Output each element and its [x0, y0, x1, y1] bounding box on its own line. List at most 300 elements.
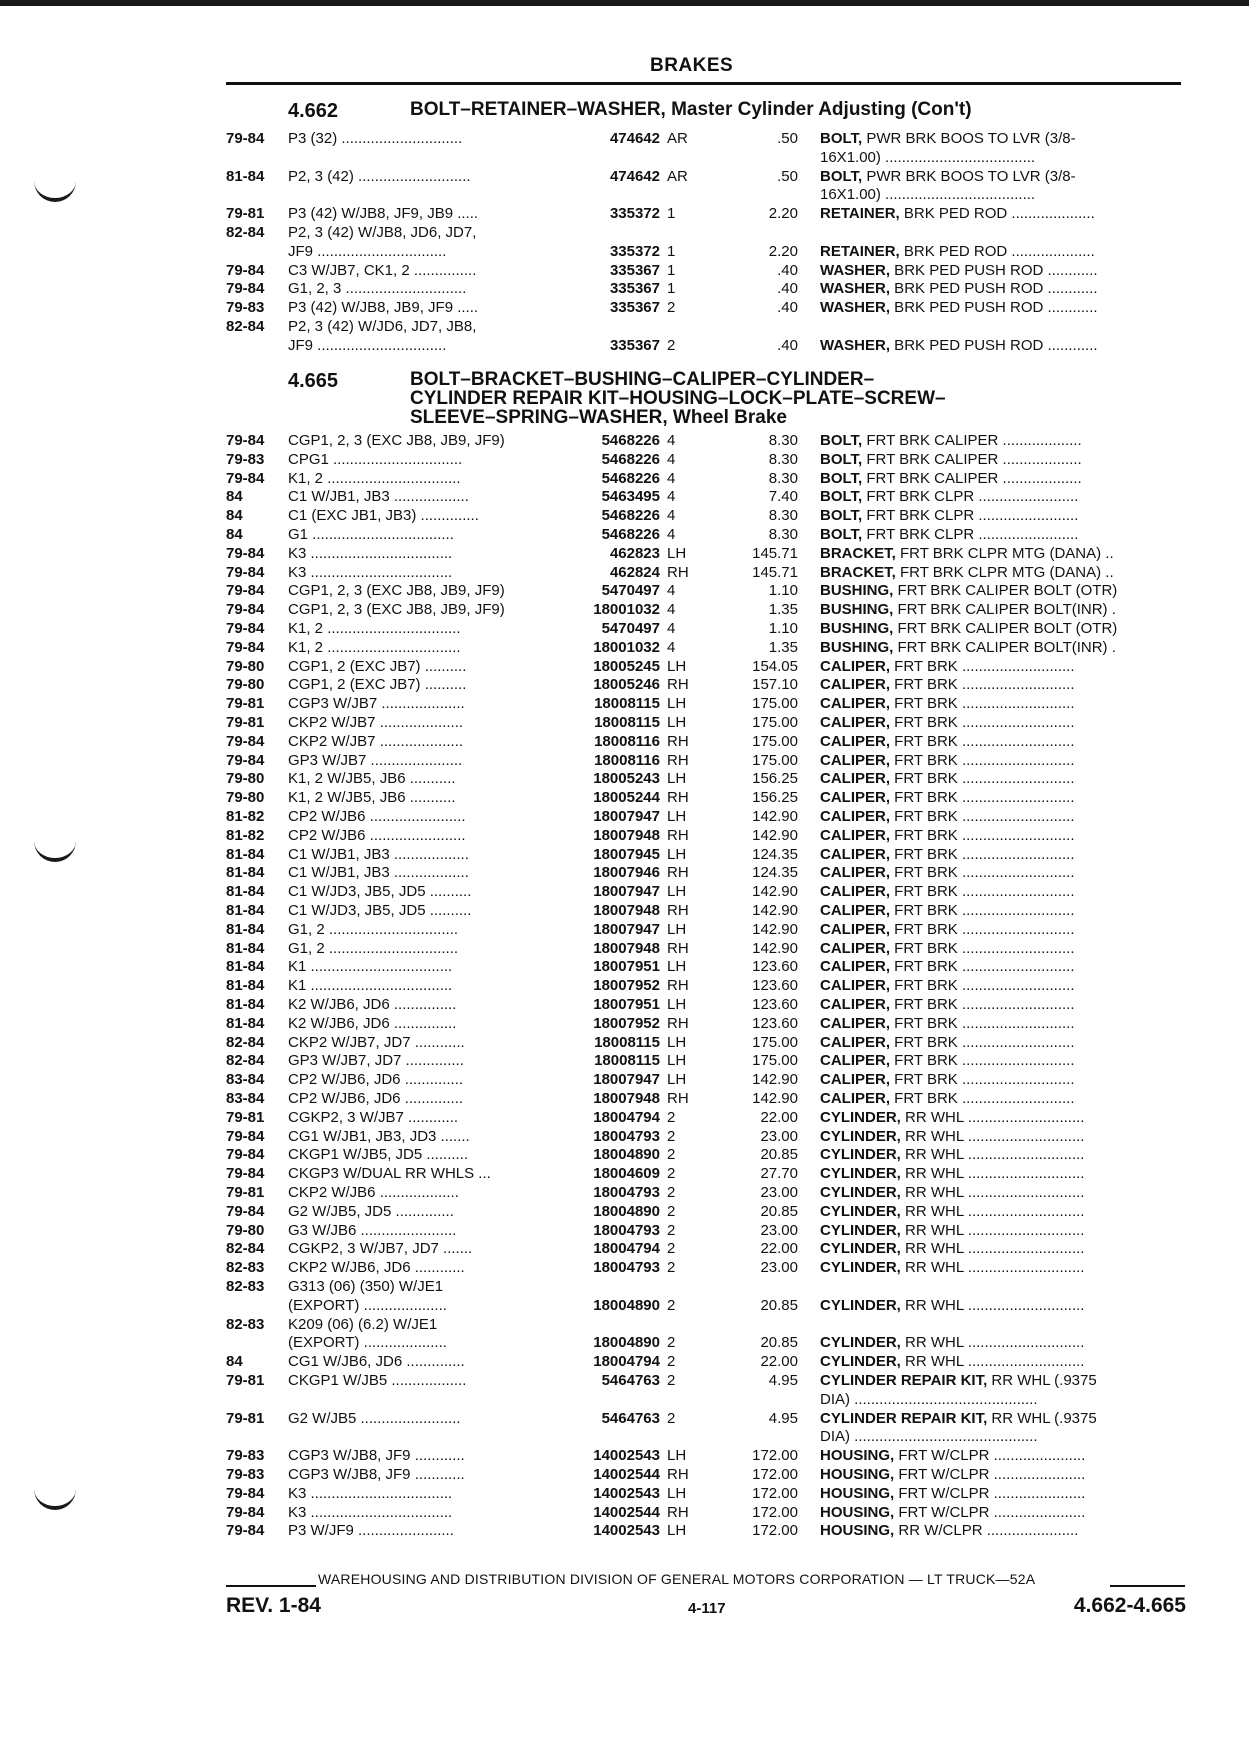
price: 20.85 — [760, 1202, 798, 1220]
quantity: RH — [667, 1090, 689, 1107]
model-year: 79-84 — [226, 1503, 265, 1521]
section-title-line: CYLINDER REPAIR KIT–HOUSING–LOCK–PLATE–SCREW– — [410, 388, 946, 409]
part-detail: FRT BRK ........................... — [890, 902, 1075, 919]
price: 175.00 — [752, 695, 798, 713]
price: 8.30 — [768, 432, 798, 449]
part-description — [820, 130, 1185, 148]
part-number: 18008115 — [594, 1033, 660, 1051]
part-description — [820, 1410, 1185, 1428]
part-detail: FRT BRK ........................... — [890, 808, 1075, 825]
part-detail: RR WHL ............................ — [900, 1184, 1085, 1201]
part-detail: FRT W/CLPR ...................... — [894, 1447, 1086, 1465]
table-row — [0, 224, 1249, 242]
table-row — [0, 940, 1249, 958]
price: 1.10 — [768, 620, 798, 637]
part-number: 18004793 — [593, 1184, 660, 1201]
price: 27.70 — [760, 1165, 798, 1183]
part-detail: FRT BRK ........................... — [890, 939, 1075, 957]
quantity: 2 — [667, 1221, 676, 1239]
part-number: 474642 — [609, 130, 660, 147]
part-detail: RR WHL (.9375 — [987, 1372, 1097, 1389]
quantity: LH — [667, 1484, 687, 1502]
model-year: 81-84 — [226, 845, 265, 863]
price: 142.90 — [752, 883, 798, 901]
quantity: 4 — [667, 469, 676, 487]
price: 1.35 — [768, 601, 798, 619]
part-name: RETAINER, — [820, 205, 900, 223]
part-name: WASHER, — [820, 261, 891, 279]
quantity: RH — [667, 789, 689, 807]
table-row — [0, 714, 1249, 732]
part-name: HOUSING, — [820, 1484, 895, 1502]
part-number: 5464763 — [601, 1372, 660, 1389]
quantity: RH — [667, 902, 689, 919]
model-applicability: G1, 2 ............................... — [288, 920, 459, 938]
model-year: 79-81 — [226, 1372, 265, 1389]
table-row — [0, 1466, 1249, 1484]
table-row — [0, 1522, 1249, 1540]
model-applicability: G1, 2 ............................... — [288, 939, 459, 957]
quantity: 4 — [667, 526, 676, 543]
model-year: 81-84 — [226, 883, 265, 901]
part-name: HOUSING, — [820, 1466, 895, 1483]
table-row — [0, 770, 1249, 788]
quantity: LH — [667, 1522, 687, 1540]
part-name: BOLT, — [820, 130, 863, 147]
part-detail: FRT BRK CALIPER BOLT(INR) . — [893, 601, 1116, 619]
table-row — [0, 1052, 1249, 1070]
part-number: 18007948 — [593, 1090, 660, 1107]
section-title — [410, 100, 1170, 119]
price: 2.20 — [768, 205, 798, 223]
part-name: HOUSING, — [820, 1522, 895, 1540]
model-applicability: CG1 W/JB6, JD6 .............. — [288, 1353, 465, 1371]
part-detail: RR W/CLPR ...................... — [894, 1522, 1079, 1540]
part-name: CALIPER, — [820, 826, 891, 844]
part-number: 462824 — [609, 563, 660, 581]
quantity: 1 — [667, 261, 676, 279]
part-number: 18007948 — [593, 826, 660, 844]
part-name: CALIPER, — [820, 1014, 891, 1032]
part-detail: FRT BRK CALIPER ................... — [862, 450, 1082, 468]
quantity: LH — [667, 920, 687, 938]
part-name: CALIPER, — [820, 732, 891, 750]
price: 20.85 — [760, 1296, 798, 1314]
part-number: 18001032 — [593, 638, 660, 656]
part-number: 5470497 — [601, 620, 660, 637]
model-year: 82-84 — [226, 318, 265, 335]
part-detail: BRK PED PUSH ROD ............ — [890, 336, 1098, 354]
table-row — [0, 168, 1249, 186]
part-description — [820, 714, 1185, 732]
table-row — [0, 1334, 1249, 1352]
part-number: 14002543 — [593, 1522, 660, 1540]
table-row — [0, 432, 1249, 450]
price: 124.35 — [752, 864, 798, 882]
part-name: BOLT, — [820, 488, 863, 506]
part-detail: FRT BRK ........................... — [890, 1090, 1075, 1107]
model-year: 79-83 — [226, 1466, 265, 1483]
part-number: 474642 — [609, 167, 660, 185]
part-description — [820, 1297, 1185, 1315]
price: .40 — [777, 336, 798, 354]
model-applicability: CGP1, 2, 3 (EXC JB8, JB9, JF9) — [288, 601, 505, 619]
part-number: 335372 — [609, 205, 660, 223]
part-name: CYLINDER, — [820, 1221, 901, 1239]
quantity: LH — [667, 845, 687, 863]
part-name: BUSHING, — [820, 620, 894, 637]
price: 8.30 — [768, 450, 798, 468]
table-row — [0, 1015, 1249, 1033]
part-description — [820, 526, 1185, 544]
part-detail: FRT BRK CALIPER BOLT (OTR) — [893, 620, 1118, 637]
model-year: 79-84 — [226, 544, 265, 562]
price: .40 — [777, 299, 798, 317]
part-number: 18008116 — [594, 751, 660, 769]
model-applicability: CKP2 W/JB7 .................... — [288, 732, 464, 750]
model-applicability: CGP1, 2 (EXC JB7) .......... — [288, 676, 467, 694]
price: 8.30 — [768, 526, 798, 543]
table-row — [0, 1240, 1249, 1258]
quantity: LH — [667, 695, 687, 713]
part-name: CYLINDER, — [820, 1184, 901, 1201]
model-year: 81-84 — [226, 902, 265, 919]
table-row — [0, 1353, 1249, 1371]
part-detail: FRT BRK ........................... — [890, 845, 1075, 863]
part-detail: FRT W/CLPR ...................... — [894, 1484, 1086, 1502]
model-year: 79-80 — [226, 770, 265, 788]
part-description — [820, 639, 1185, 657]
part-number: 335367 — [609, 261, 660, 279]
model-applicability: K2 W/JB6, JD6 ............... — [288, 996, 457, 1013]
table-row — [0, 205, 1249, 223]
price: 142.90 — [752, 1071, 798, 1089]
price: 156.25 — [752, 789, 798, 807]
quantity: 1 — [667, 280, 676, 298]
quantity: 4 — [667, 620, 676, 637]
quantity: 4 — [667, 507, 676, 525]
section-title-line: BOLT–BRACKET–BUSHING–CALIPER–CYLINDER– — [410, 369, 875, 390]
table-row — [0, 864, 1249, 882]
part-number: 18007946 — [593, 864, 660, 882]
model-year: 79-81 — [226, 1108, 265, 1126]
model-applicability: G1 .................................. — [288, 526, 454, 543]
model-applicability: CKP2 W/JB7 .................... — [288, 714, 464, 731]
model-applicability: K1, 2 ................................ — [288, 469, 461, 487]
quantity: 2 — [667, 1296, 676, 1314]
model-applicability: (EXPORT) .................... — [288, 1334, 447, 1352]
part-number: 14002544 — [593, 1466, 660, 1483]
price: 23.00 — [760, 1259, 798, 1277]
model-applicability: G2 W/JB5, JD5 .............. — [288, 1202, 454, 1220]
quantity: 2 — [667, 1165, 676, 1183]
part-detail: FRT BRK ........................... — [890, 676, 1075, 694]
model-applicability: JF9 ............................... — [288, 242, 447, 260]
table-row — [0, 1504, 1249, 1522]
section-title-line: BOLT–RETAINER–WASHER, Master Cylinder Adjusting (Con't) — [410, 99, 972, 120]
table-row — [0, 846, 1249, 864]
price: 123.60 — [752, 977, 798, 995]
quantity: 2 — [667, 1108, 676, 1126]
model-applicability: GP3 W/JB7 ...................... — [288, 751, 463, 769]
model-year: 79-83 — [226, 299, 265, 317]
part-detail: FRT BRK ........................... — [890, 864, 1075, 882]
model-year: 79-84 — [226, 1484, 265, 1502]
part-description — [820, 695, 1185, 713]
quantity: RH — [667, 732, 689, 750]
model-year: 81-82 — [226, 826, 265, 844]
table-row — [0, 1184, 1249, 1202]
part-description — [820, 243, 1185, 261]
part-detail: FRT BRK ........................... — [890, 920, 1075, 938]
model-year: 79-84 — [226, 751, 265, 769]
part-number: 5463495 — [601, 488, 660, 506]
price: 8.30 — [768, 507, 798, 525]
part-description — [820, 168, 1185, 186]
quantity: 2 — [667, 336, 676, 354]
table-row — [0, 1316, 1249, 1334]
model-applicability: CGP1, 2 (EXC JB7) .......... — [288, 657, 467, 675]
price: 142.90 — [752, 826, 798, 844]
table-row — [0, 695, 1249, 713]
model-applicability: C3 W/JB7, CK1, 2 ............... — [288, 261, 477, 279]
part-number: 18004890 — [593, 1146, 660, 1164]
part-name: CALIPER, — [820, 714, 891, 731]
part-number: 18004794 — [593, 1353, 660, 1371]
part-name: CYLINDER REPAIR KIT, — [820, 1409, 988, 1427]
model-year: 79-81 — [226, 695, 265, 713]
section-number: 4.665 — [288, 370, 339, 392]
part-number: 5468226 — [601, 507, 660, 525]
price: 7.40 — [768, 488, 798, 506]
part-name: CALIPER, — [820, 1090, 891, 1107]
model-applicability: CKGP3 W/DUAL RR WHLS ... — [288, 1165, 491, 1183]
part-number: 18005244 — [593, 789, 660, 807]
part-detail: 16X1.00) .................................... — [820, 148, 1036, 166]
table-row — [0, 789, 1249, 807]
section-title — [410, 370, 1170, 427]
part-number: 18007948 — [593, 939, 660, 957]
model-year: 81-84 — [226, 958, 265, 976]
model-applicability: K1 .................................. — [288, 958, 453, 976]
part-description — [820, 205, 1185, 223]
model-year: 81-84 — [226, 1014, 265, 1032]
part-number: 18007951 — [593, 958, 660, 976]
part-description — [820, 940, 1185, 958]
part-description — [820, 1522, 1185, 1540]
section-title-line: SLEEVE–SPRING–WASHER, Wheel Brake — [410, 407, 787, 428]
price: .50 — [777, 167, 798, 185]
part-description — [820, 1504, 1185, 1522]
part-description — [820, 1447, 1185, 1465]
model-year: 79-80 — [226, 789, 265, 807]
quantity: RH — [667, 977, 689, 995]
model-applicability: C1 W/JD3, JB5, JD5 .......... — [288, 883, 472, 901]
model-year: 82-83 — [226, 1259, 265, 1277]
model-year: 79-84 — [226, 469, 265, 487]
part-name: CYLINDER, — [820, 1127, 901, 1145]
price: .40 — [777, 261, 798, 279]
model-applicability: K1, 2 ................................ — [288, 620, 461, 637]
part-name: BOLT, — [820, 432, 863, 449]
table-row — [0, 1090, 1249, 1108]
part-detail: FRT BRK ........................... — [890, 789, 1075, 807]
model-applicability: G313 (06) (350) W/JE1 — [288, 1278, 444, 1295]
section-number: 4.662 — [288, 100, 339, 122]
part-number: 14002544 — [593, 1503, 660, 1521]
model-applicability: CKGP1 W/JB5, JD5 .......... — [288, 1146, 469, 1164]
part-detail: RR WHL ............................ — [900, 1334, 1085, 1352]
part-number: 335367 — [609, 336, 660, 354]
footer-section-range: 4.662-4.665 — [1073, 1594, 1186, 1617]
price: 175.00 — [752, 1033, 798, 1051]
model-year: 79-84 — [226, 130, 265, 147]
model-applicability: P2, 3 (42) ........................... — [288, 167, 471, 185]
model-year: 82-83 — [226, 1278, 265, 1295]
part-description — [820, 1428, 1185, 1446]
table-row — [0, 507, 1249, 525]
model-year: 79-83 — [226, 450, 265, 468]
part-number: 462823 — [609, 544, 660, 562]
price: 1.10 — [768, 582, 798, 600]
model-applicability: JF9 ............................... — [288, 336, 447, 354]
part-number: 5468226 — [601, 432, 660, 449]
part-number: 18005246 — [593, 676, 660, 694]
part-number: 18004794 — [593, 1108, 660, 1126]
table-row — [0, 451, 1249, 469]
table-row — [0, 470, 1249, 488]
price: 22.00 — [760, 1108, 798, 1126]
model-year: 84 — [226, 1353, 243, 1371]
model-applicability: C1 W/JB1, JB3 .................. — [288, 488, 469, 506]
model-year: 81-84 — [226, 996, 265, 1013]
model-applicability: CKP2 W/JB6, JD6 ............ — [288, 1259, 465, 1277]
part-name: CALIPER, — [820, 676, 891, 694]
part-detail: BRK PED PUSH ROD ............ — [890, 261, 1098, 279]
price: .40 — [777, 280, 798, 298]
part-detail: RR WHL (.9375 — [987, 1409, 1097, 1427]
table-row — [0, 299, 1249, 317]
footer-revision: REV. 1-84 — [226, 1594, 321, 1617]
part-detail: FRT BRK ........................... — [890, 657, 1075, 675]
part-name: BUSHING, — [820, 601, 894, 619]
table-row — [0, 1203, 1249, 1221]
quantity: LH — [667, 958, 687, 976]
quantity: 2 — [667, 1240, 676, 1258]
quantity: 2 — [667, 1184, 676, 1201]
part-name: CALIPER, — [820, 902, 891, 919]
part-name: CYLINDER, — [820, 1353, 901, 1371]
table-row — [0, 601, 1249, 619]
part-detail: PWR BRK BOOS TO LVR (3/8- — [862, 130, 1076, 147]
model-applicability: CG1 W/JB1, JB3, JD3 ....... — [288, 1127, 470, 1145]
quantity: 2 — [667, 1334, 676, 1352]
part-detail: FRT BRK ........................... — [890, 714, 1075, 731]
part-detail: FRT BRK ........................... — [890, 770, 1075, 788]
model-applicability: C1 (EXC JB1, JB3) .............. — [288, 507, 479, 525]
part-description — [820, 149, 1185, 167]
table-row — [0, 1128, 1249, 1146]
part-detail: RR WHL ............................ — [900, 1353, 1085, 1371]
part-description — [820, 1128, 1185, 1146]
page-title: BRAKES — [650, 55, 734, 76]
part-detail: BRK PED PUSH ROD ............ — [890, 280, 1098, 298]
price: .50 — [777, 130, 798, 147]
part-name: CYLINDER, — [820, 1165, 901, 1183]
model-applicability: P2, 3 (42) W/JB8, JD6, JD7, — [288, 224, 477, 241]
part-detail: FRT BRK CALIPER ................... — [862, 469, 1082, 487]
model-applicability: P3 (42) W/JB8, JF9, JB9 ..... — [288, 205, 479, 223]
model-applicability: P3 W/JF9 ....................... — [288, 1522, 454, 1540]
model-year: 79-84 — [226, 1146, 265, 1164]
quantity: 4 — [667, 488, 676, 506]
part-description — [820, 1165, 1185, 1183]
model-applicability: K1 .................................. — [288, 977, 453, 995]
price: 156.25 — [752, 770, 798, 788]
model-year: 82-83 — [226, 1315, 265, 1333]
model-year: 79-84 — [226, 601, 265, 619]
part-number: 18005243 — [593, 770, 660, 788]
model-applicability: (EXPORT) .................... — [288, 1296, 447, 1314]
table-row — [0, 262, 1249, 280]
part-description — [820, 507, 1185, 525]
model-year: 79-81 — [226, 205, 265, 223]
part-name: CALIPER, — [820, 996, 891, 1013]
part-name: CYLINDER, — [820, 1240, 901, 1258]
table-row — [0, 1222, 1249, 1240]
price: 22.00 — [760, 1240, 798, 1258]
part-number: 335372 — [609, 242, 660, 260]
part-name: RETAINER, — [820, 242, 900, 260]
table-row — [0, 1372, 1249, 1390]
part-name: CALIPER, — [820, 657, 891, 675]
model-applicability: K3 .................................. — [288, 1503, 453, 1521]
part-detail: RR WHL ............................ — [900, 1202, 1085, 1220]
part-description — [820, 958, 1185, 976]
model-applicability: K3 .................................. — [288, 1484, 453, 1502]
quantity: 2 — [667, 1202, 676, 1220]
quantity: LH — [667, 1071, 687, 1089]
part-name: CYLINDER, — [820, 1334, 901, 1352]
part-number: 18004793 — [593, 1259, 660, 1277]
table-row — [0, 1297, 1249, 1315]
part-detail: FRT BRK CLPR ........................ — [862, 526, 1079, 543]
part-name: BOLT, — [820, 469, 863, 487]
part-description — [820, 789, 1185, 807]
part-detail: FRT W/CLPR ...................... — [894, 1466, 1086, 1483]
part-number: 18004890 — [593, 1296, 660, 1314]
part-description — [820, 1372, 1185, 1390]
part-name: CALIPER, — [820, 939, 891, 957]
quantity: LH — [667, 714, 687, 731]
part-description — [820, 299, 1185, 317]
price: 20.85 — [760, 1146, 798, 1164]
part-detail: FRT BRK ........................... — [890, 1071, 1075, 1089]
price: 142.90 — [752, 1090, 798, 1107]
model-year: 79-84 — [226, 261, 265, 279]
price: 20.85 — [760, 1334, 798, 1352]
model-applicability: CGP1, 2, 3 (EXC JB8, JB9, JF9) — [288, 432, 505, 449]
price: 175.00 — [752, 732, 798, 750]
part-detail: PWR BRK BOOS TO LVR (3/8- — [862, 167, 1076, 185]
quantity: LH — [667, 1052, 687, 1070]
quantity: RH — [667, 751, 689, 769]
table-row — [0, 676, 1249, 694]
part-description — [820, 864, 1185, 882]
price: 1.35 — [768, 638, 798, 656]
quantity: 1 — [667, 205, 676, 223]
table-row — [0, 883, 1249, 901]
